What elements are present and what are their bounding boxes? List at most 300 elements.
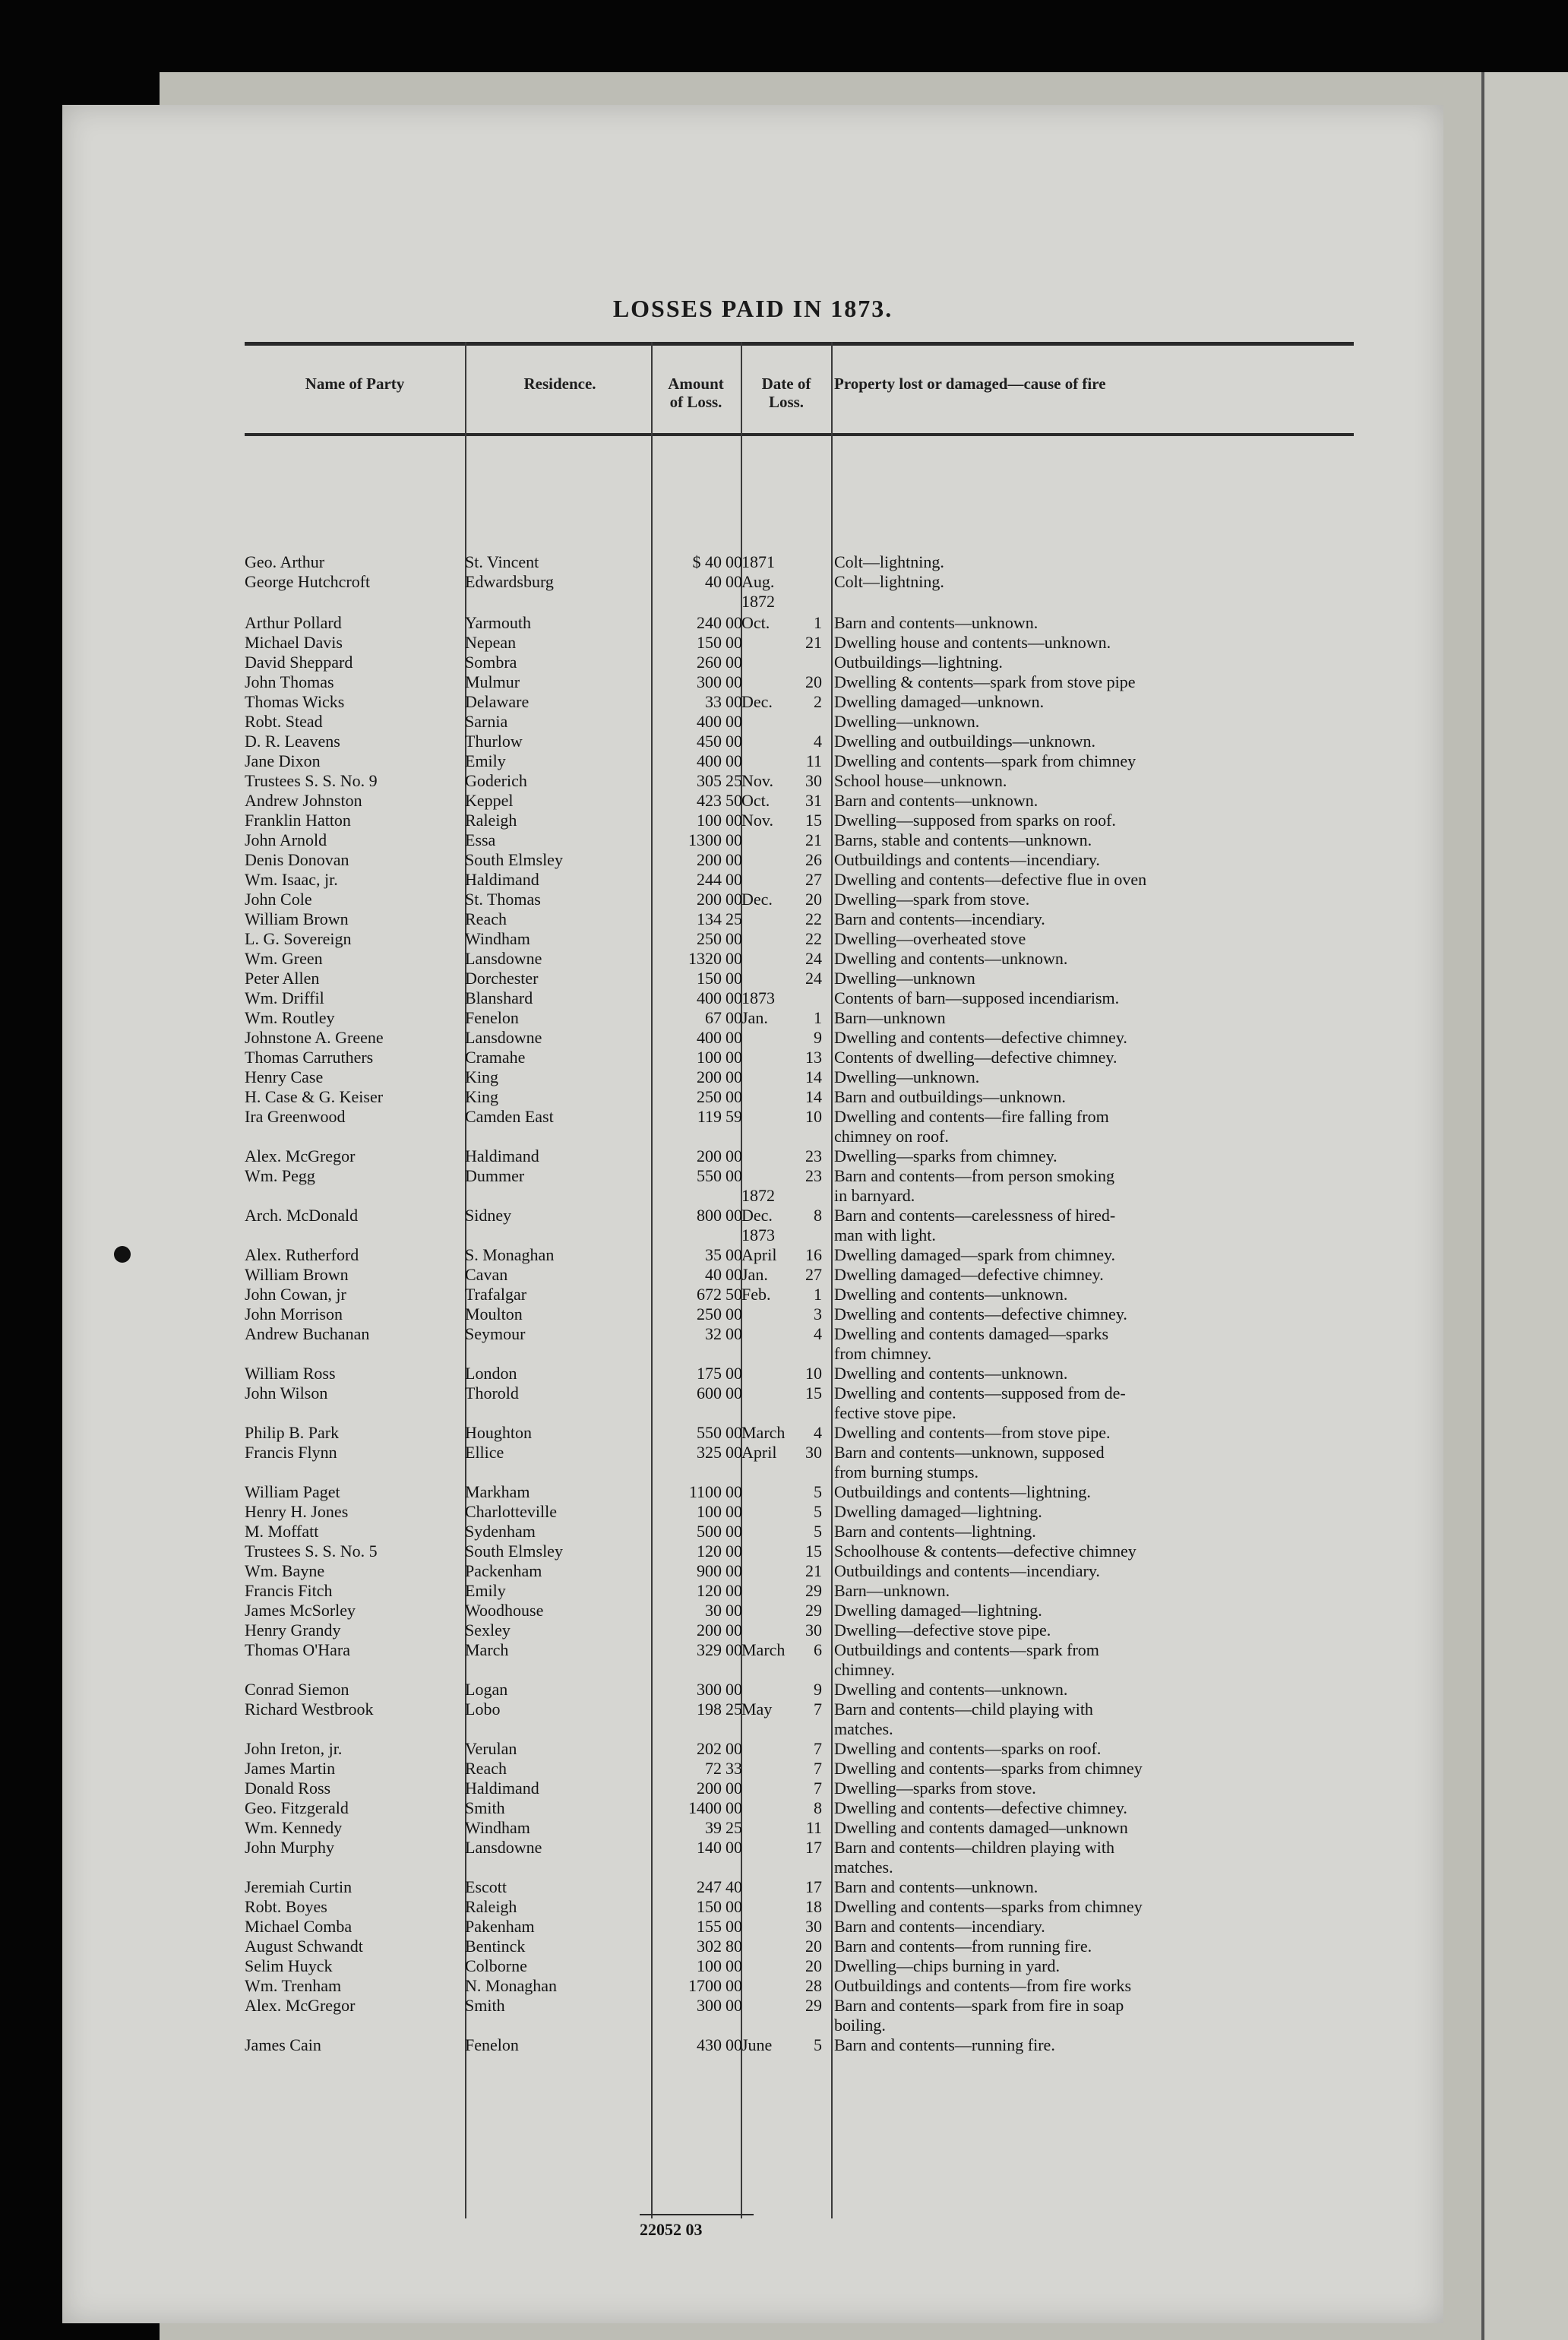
residence: Smith xyxy=(465,1798,505,1817)
amount-cents: 00 xyxy=(726,969,742,988)
property-cause: Dwelling damaged—defective chimney. xyxy=(834,1265,1104,1284)
date-day: 7 xyxy=(814,1759,822,1778)
amount-cents: 00 xyxy=(726,1838,742,1857)
amount-cents: 00 xyxy=(726,1423,742,1442)
property-cause: Dwelling and contents—defective chimney. xyxy=(834,1798,1127,1817)
table-row xyxy=(62,591,1443,612)
table-row xyxy=(62,1896,1443,1918)
table-row xyxy=(62,2015,1443,2036)
party-name: William Ross xyxy=(245,1364,336,1383)
property-cause: Dwelling and contents—defective chimney. xyxy=(834,1304,1127,1323)
table-row xyxy=(62,1995,1443,2016)
amount: 800 xyxy=(697,1206,722,1225)
amount: 550 xyxy=(697,1166,722,1185)
party-name: Robt. Boyes xyxy=(245,1897,327,1916)
amount: 250 xyxy=(697,1304,722,1323)
amount-cents: 00 xyxy=(726,1482,742,1501)
date-month: April xyxy=(741,1443,777,1462)
residence: Cavan xyxy=(465,1265,508,1284)
residence: Haldimand xyxy=(465,1779,539,1798)
party-name: James McSorley xyxy=(245,1601,356,1620)
property-cause: Barn and contents—children playing with xyxy=(834,1838,1115,1857)
date-day: 16 xyxy=(805,1245,822,1264)
residence: Emily xyxy=(465,751,506,770)
party-name: Wm. Pegg xyxy=(245,1166,315,1185)
party-name: John Morrison xyxy=(245,1304,343,1323)
amount-cents: 00 xyxy=(726,732,742,751)
date-day: 7 xyxy=(814,1739,822,1758)
amount: 240 xyxy=(697,613,722,632)
amount: 244 xyxy=(697,870,722,889)
table-row xyxy=(62,1304,1443,1325)
date-day: 15 xyxy=(805,1383,822,1402)
date-day: 29 xyxy=(805,1601,822,1620)
amount-cents: 00 xyxy=(726,1542,742,1561)
property-cause: matches. xyxy=(834,1719,893,1738)
amount: 200 xyxy=(697,890,722,909)
amount: 250 xyxy=(697,929,722,948)
property-cause: chimney. xyxy=(834,1660,895,1679)
date-day: 30 xyxy=(805,771,822,790)
table-row xyxy=(62,1561,1443,1582)
party-name: Arch. McDonald xyxy=(245,1206,359,1225)
residence: St. Thomas xyxy=(465,890,541,909)
amount: 134 xyxy=(697,909,722,928)
amount: 450 xyxy=(697,732,722,751)
amount-cents: 00 xyxy=(726,712,742,731)
party-name: Peter Allen xyxy=(245,969,320,988)
residence: Bentinck xyxy=(465,1937,526,1956)
property-cause: Dwelling and contents—defective flue in oven xyxy=(834,870,1147,889)
amount-cents: 00 xyxy=(726,1601,742,1620)
table-row xyxy=(62,1541,1443,1562)
property-cause: Barn and contents—lightning. xyxy=(834,1522,1036,1541)
residence: Woodhouse xyxy=(465,1601,544,1620)
residence: Escott xyxy=(465,1877,507,1896)
amount-cents: 33 xyxy=(726,1759,742,1778)
amount-cents: 00 xyxy=(726,1798,742,1817)
residence: Smith xyxy=(465,1996,505,2015)
date-day: 24 xyxy=(805,969,822,988)
table-row xyxy=(62,770,1443,792)
table-row xyxy=(62,1679,1443,1700)
party-name: Francis Flynn xyxy=(245,1443,337,1462)
amount-cents: 00 xyxy=(726,949,742,968)
property-cause: Dwelling and contents—unknown. xyxy=(834,1680,1068,1699)
amount-cents: 25 xyxy=(726,1700,742,1719)
amount-cents: 00 xyxy=(726,1245,742,1264)
property-cause: Dwelling damaged—lightning. xyxy=(834,1502,1042,1521)
table-row xyxy=(62,1146,1443,1167)
party-name: Thomas O'Hara xyxy=(245,1640,350,1659)
property-cause: Dwelling and contents—unknown. xyxy=(834,1285,1068,1304)
amount: 200 xyxy=(697,1067,722,1086)
property-cause: Barn and contents—carelessness of hired- xyxy=(834,1206,1116,1225)
amount: 325 xyxy=(697,1443,722,1462)
party-name: M. Moffatt xyxy=(245,1522,319,1541)
table-row xyxy=(62,612,1443,634)
date-day: 9 xyxy=(814,1028,822,1047)
table-row xyxy=(62,1067,1443,1088)
table-row xyxy=(62,1501,1443,1523)
amount-cents: 00 xyxy=(726,1324,742,1343)
date-day: 2 xyxy=(814,692,822,711)
residence: Logan xyxy=(465,1680,508,1699)
residence: Trafalgar xyxy=(465,1285,527,1304)
amount: 400 xyxy=(697,712,722,731)
table-row xyxy=(62,1719,1443,1740)
amount-cents: 00 xyxy=(726,633,742,652)
party-name: William Brown xyxy=(245,909,349,928)
property-cause: Dwelling—defective stove pipe. xyxy=(834,1621,1051,1640)
table-row xyxy=(62,1640,1443,1661)
amount: 1400 xyxy=(688,1798,722,1817)
table-row xyxy=(62,1165,1443,1187)
date-day: 20 xyxy=(805,672,822,691)
residence: Sarnia xyxy=(465,712,508,731)
table-row xyxy=(62,810,1443,831)
amount-cents: 40 xyxy=(726,1877,742,1896)
party-name: Henry Grandy xyxy=(245,1621,341,1640)
residence: Houghton xyxy=(465,1423,532,1442)
party-name: John Arnold xyxy=(245,830,327,849)
amount: 900 xyxy=(697,1561,722,1580)
table-row xyxy=(62,1264,1443,1285)
amount-cents: 00 xyxy=(726,653,742,672)
amount-cents: 00 xyxy=(726,1640,742,1659)
property-cause: fective stove pipe. xyxy=(834,1403,956,1422)
residence: Colborne xyxy=(465,1956,527,1975)
amount-cents: 00 xyxy=(726,1956,742,1975)
party-name: Andrew Johnston xyxy=(245,791,362,810)
party-name: Johnstone A. Greene xyxy=(245,1028,384,1047)
property-cause: Dwelling and contents—unknown. xyxy=(834,949,1068,968)
amount: 1700 xyxy=(688,1976,722,1995)
binding-hole xyxy=(114,1246,131,1263)
residence: Yarmouth xyxy=(465,613,532,632)
amount-cents: 25 xyxy=(726,909,742,928)
date-day: 24 xyxy=(805,949,822,968)
property-cause: Dwelling and contents—spark from chimney xyxy=(834,751,1136,770)
residence: Nepean xyxy=(465,633,517,652)
property-cause: Dwelling and contents damaged—sparks xyxy=(834,1324,1109,1343)
party-name: Andrew Buchanan xyxy=(245,1324,370,1343)
date-day: 30 xyxy=(805,1621,822,1640)
property-cause: from burning stumps. xyxy=(834,1462,979,1481)
amount: 120 xyxy=(697,1581,722,1600)
table-row xyxy=(62,1916,1443,1937)
date-day: 14 xyxy=(805,1067,822,1086)
residence: South Elmsley xyxy=(465,1542,563,1561)
table-row xyxy=(62,1620,1443,1641)
amount: 300 xyxy=(697,1996,722,2015)
table-row xyxy=(62,1323,1443,1345)
amount-cents: 00 xyxy=(726,1561,742,1580)
table-row xyxy=(62,751,1443,772)
table-row xyxy=(62,1383,1443,1404)
date-day: 4 xyxy=(814,1324,822,1343)
property-cause: Barn and contents—unknown. xyxy=(834,613,1038,632)
residence: Goderich xyxy=(465,771,527,790)
date-day: 14 xyxy=(805,1087,822,1106)
header-bottom-rule xyxy=(245,433,1354,436)
date-day: 20 xyxy=(805,890,822,909)
table-row xyxy=(62,1205,1443,1226)
amount: 32 xyxy=(705,1324,722,1343)
amount: 1100 xyxy=(688,1482,722,1501)
party-name: John Cowan, jr xyxy=(245,1285,346,1304)
party-name: Ira Greenwood xyxy=(245,1107,346,1126)
party-name: John Wilson xyxy=(245,1383,328,1402)
date-month: Jan. xyxy=(741,1008,768,1027)
amount: 400 xyxy=(697,1028,722,1047)
amount: 140 xyxy=(697,1838,722,1857)
amount-cents: 00 xyxy=(726,1087,742,1106)
property-cause: School house—unknown. xyxy=(834,771,1007,790)
table-row xyxy=(62,1600,1443,1621)
amount-cents: 25 xyxy=(726,1818,742,1837)
date-day: 30 xyxy=(805,1443,822,1462)
amount: 100 xyxy=(697,1048,722,1067)
date-month: May xyxy=(741,1700,773,1719)
amount: 40 xyxy=(705,1265,722,1284)
amount: 100 xyxy=(697,1502,722,1521)
amount: 430 xyxy=(697,2035,722,2054)
date-day: 31 xyxy=(805,791,822,810)
amount-cents: 00 xyxy=(726,751,742,770)
residence: S. Monaghan xyxy=(465,1245,555,1264)
amount-cents: 50 xyxy=(726,791,742,810)
amount-cents: 00 xyxy=(726,672,742,691)
amount: 1320 xyxy=(688,949,722,968)
residence: Ellice xyxy=(465,1443,504,1462)
date-month: Dec. xyxy=(741,890,773,909)
amount: 200 xyxy=(697,850,722,869)
table-row xyxy=(62,1106,1443,1127)
adjacent-page-edge xyxy=(1481,72,1568,2340)
residence: Packenham xyxy=(465,1561,542,1580)
property-cause: man with light. xyxy=(834,1225,936,1244)
amount-cents: 00 xyxy=(726,1048,742,1067)
residence: London xyxy=(465,1364,517,1383)
residence: Reach xyxy=(465,1759,507,1778)
date-day: 1 xyxy=(814,1008,822,1027)
property-cause: Dwelling damaged—spark from chimney. xyxy=(834,1245,1116,1264)
amount-cents: 00 xyxy=(726,552,742,571)
residence: Windham xyxy=(465,1818,530,1837)
property-cause: Schoolhouse & contents—defective chimney xyxy=(834,1542,1136,1561)
date-day: 10 xyxy=(805,1364,822,1383)
property-cause: Dwelling—unknown xyxy=(834,969,975,988)
date-day: 17 xyxy=(805,1877,822,1896)
party-name: Michael Comba xyxy=(245,1917,352,1936)
party-name: Wm. Green xyxy=(245,949,323,968)
date-day: 27 xyxy=(805,1265,822,1284)
party-name: Robt. Stead xyxy=(245,712,323,731)
property-cause: Barn and contents—incendiary. xyxy=(834,909,1045,928)
table-row xyxy=(62,1244,1443,1266)
table-row xyxy=(62,1699,1443,1720)
amount: $ 40 xyxy=(692,552,722,571)
property-cause: Barn—unknown. xyxy=(834,1581,950,1600)
property-cause: chimney on roof. xyxy=(834,1127,949,1146)
party-name: Alex. McGregor xyxy=(245,1146,356,1165)
amount-cents: 00 xyxy=(726,850,742,869)
residence: Lobo xyxy=(465,1700,501,1719)
amount: 67 xyxy=(705,1008,722,1027)
table-row xyxy=(62,1402,1443,1424)
party-name: Wm. Kennedy xyxy=(245,1818,343,1837)
party-name: Trustees S. S. No. 5 xyxy=(245,1542,378,1561)
property-cause: Barn—unknown xyxy=(834,1008,946,1027)
date-day: 21 xyxy=(805,633,822,652)
date-day: 11 xyxy=(805,1818,822,1837)
property-cause: Barn and contents—incendiary. xyxy=(834,1917,1045,1936)
amount-cents: 00 xyxy=(726,1680,742,1699)
date-day: 20 xyxy=(805,1937,822,1956)
table-row xyxy=(62,672,1443,693)
table-row xyxy=(62,1659,1443,1681)
table-row xyxy=(62,1284,1443,1305)
date-month: March xyxy=(741,1423,786,1442)
property-cause: Barn and contents—child playing with xyxy=(834,1700,1093,1719)
amount: 150 xyxy=(697,633,722,652)
residence: Dummer xyxy=(465,1166,525,1185)
amount-cents: 00 xyxy=(726,1265,742,1284)
amount-cents: 00 xyxy=(726,1146,742,1165)
date-day: 20 xyxy=(805,1956,822,1975)
header-date-line2: Loss. xyxy=(768,393,805,411)
table-row xyxy=(62,1857,1443,1878)
amount: 200 xyxy=(697,1779,722,1798)
amount: 300 xyxy=(697,672,722,691)
party-name: William Brown xyxy=(245,1265,349,1284)
amount-cents: 00 xyxy=(726,1206,742,1225)
residence: Camden East xyxy=(465,1107,554,1126)
date-day: 23 xyxy=(805,1146,822,1165)
party-name: James Cain xyxy=(245,2035,321,2054)
amount-cents: 00 xyxy=(726,1779,742,1798)
residence: Sydenham xyxy=(465,1522,536,1541)
table-row xyxy=(62,691,1443,713)
property-cause: Dwelling and contents damaged—unknown xyxy=(834,1818,1128,1837)
date-day: 7 xyxy=(814,1700,822,1719)
party-name: Alex. McGregor xyxy=(245,1996,356,2015)
party-name: William Paget xyxy=(245,1482,340,1501)
date-day: 18 xyxy=(805,1897,822,1916)
residence: Lansdowne xyxy=(465,1028,542,1047)
party-name: Wm. Routley xyxy=(245,1008,335,1027)
table-row xyxy=(62,928,1443,950)
property-cause: Dwelling—sparks from chimney. xyxy=(834,1146,1057,1165)
party-name: John Thomas xyxy=(245,672,334,691)
document-page xyxy=(62,105,1443,2323)
table-row xyxy=(62,1837,1443,1858)
party-name: Henry Case xyxy=(245,1067,324,1086)
party-name: Franklin Hatton xyxy=(245,811,351,830)
residence: N. Monaghan xyxy=(465,1976,557,1995)
amount-cents: 25 xyxy=(726,771,742,790)
table-row xyxy=(62,988,1443,1009)
party-name: Wm. Bayne xyxy=(245,1561,325,1580)
party-name: D. R. Leavens xyxy=(245,732,340,751)
table-row xyxy=(62,1442,1443,1463)
date-day: 26 xyxy=(805,850,822,869)
date-day: 9 xyxy=(814,1680,822,1699)
table-row xyxy=(62,1521,1443,1542)
amount: 30 xyxy=(705,1601,722,1620)
table-row xyxy=(62,1126,1443,1147)
property-cause: Dwelling & contents—spark from stove pipe xyxy=(834,672,1136,691)
date-month: Jan. xyxy=(741,1265,768,1284)
amount-cents: 50 xyxy=(726,1285,742,1304)
party-name: John Ireton, jr. xyxy=(245,1739,343,1758)
header-residence: Residence. xyxy=(523,375,596,393)
amount: 39 xyxy=(705,1818,722,1837)
date-month: 1871 xyxy=(741,552,775,571)
residence: Reach xyxy=(465,909,507,928)
date-day: 1 xyxy=(814,1285,822,1304)
amount-cents: 00 xyxy=(726,1383,742,1402)
table-row xyxy=(62,2035,1443,2056)
amount-cents: 00 xyxy=(726,572,742,591)
table-row xyxy=(62,830,1443,851)
property-cause: Dwelling and outbuildings—unknown. xyxy=(834,732,1096,751)
amount: 150 xyxy=(697,969,722,988)
table-row xyxy=(62,1363,1443,1384)
property-cause: Dwelling and contents—supposed from de- xyxy=(834,1383,1126,1402)
table-row xyxy=(62,711,1443,732)
property-cause: Barn and contents—unknown. xyxy=(834,1877,1038,1896)
date-day: 4 xyxy=(814,732,822,751)
residence: Markham xyxy=(465,1482,530,1501)
residence: Cramahe xyxy=(465,1048,526,1067)
amount: 400 xyxy=(697,988,722,1007)
amount: 100 xyxy=(697,811,722,830)
table-row xyxy=(62,790,1443,811)
party-name: Denis Donovan xyxy=(245,850,349,869)
date-day: 17 xyxy=(805,1838,822,1857)
date-day: 29 xyxy=(805,1581,822,1600)
date-day: 8 xyxy=(814,1798,822,1817)
amount-cents: 00 xyxy=(726,2035,742,2054)
table-row xyxy=(62,1798,1443,1819)
date-month: 1873 xyxy=(741,988,775,1007)
date-day: 7 xyxy=(814,1779,822,1798)
amount: 35 xyxy=(705,1245,722,1264)
date-month: Feb. xyxy=(741,1285,771,1304)
amount: 400 xyxy=(697,751,722,770)
amount-cents: 00 xyxy=(726,988,742,1007)
amount-cents: 00 xyxy=(726,1008,742,1027)
header-amount-line2: of Loss. xyxy=(669,393,722,411)
residence: Thorold xyxy=(465,1383,519,1402)
date-day: 15 xyxy=(805,811,822,830)
property-cause: Outbuildings and contents—from fire works xyxy=(834,1976,1132,1995)
header-amount-line1: Amount xyxy=(668,375,724,393)
table-row xyxy=(62,1956,1443,1977)
date-day: 22 xyxy=(805,929,822,948)
amount-cents: 00 xyxy=(726,1028,742,1047)
table-row xyxy=(62,1007,1443,1029)
party-name: John Cole xyxy=(245,890,312,909)
property-cause: Colt—lightning. xyxy=(834,552,944,571)
table-row xyxy=(62,869,1443,890)
residence: Delaware xyxy=(465,692,530,711)
party-name: Trustees S. S. No. 9 xyxy=(245,771,378,790)
amount-cents: 00 xyxy=(726,613,742,632)
amount-cents: 00 xyxy=(726,1166,742,1185)
